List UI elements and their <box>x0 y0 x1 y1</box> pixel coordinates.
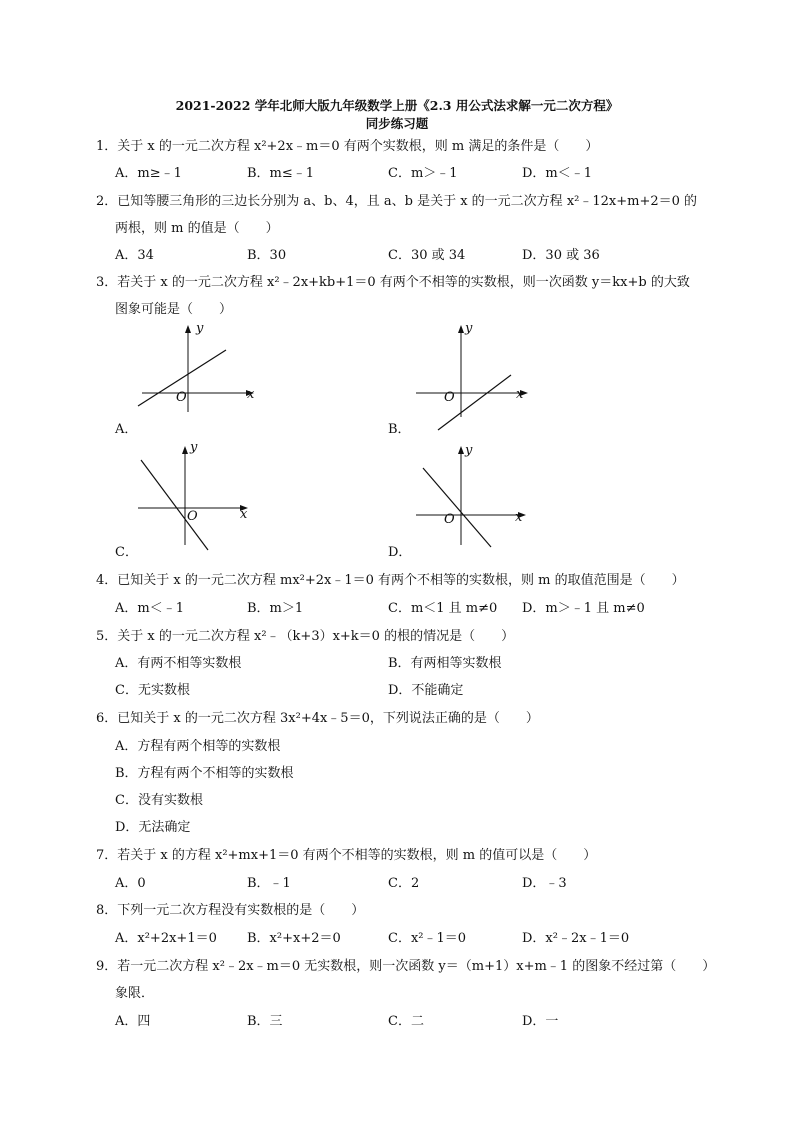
q7-option-b[interactable]: B．﹣1 <box>247 876 291 891</box>
q1-option-b[interactable]: B．m≤﹣1 <box>247 166 315 181</box>
graph-c-y-arrow <box>182 446 188 454</box>
q6-stem: 6．已知关于 x 的一元二次方程 3x²+4x﹣5＝0，下列说法正确的是（ ） <box>96 711 539 726</box>
q7-stem: 7．若关于 x 的方程 x²+mx+1＝0 有两个不相等的实数根，则 m 的值可以是（ ） <box>96 848 597 863</box>
q3-option-d[interactable]: D． <box>388 545 412 560</box>
q1-option-c[interactable]: C．m＞﹣1 <box>388 166 458 181</box>
graph-b <box>410 322 545 437</box>
graph-b-y-label: y <box>465 321 473 336</box>
q6-option-b[interactable]: B．方程有两个不相等的实数根 <box>115 766 294 781</box>
q8-option-a[interactable]: A．x²+2x+1＝0 <box>115 931 217 946</box>
q9-stem-line2: 象限． <box>115 986 155 1001</box>
q6-option-d[interactable]: D．无法确定 <box>115 820 191 835</box>
q4-option-a[interactable]: A．m＜﹣1 <box>115 601 184 616</box>
q8-option-c[interactable]: C．x²﹣1＝0 <box>388 931 467 946</box>
q3-stem-line2: 图象可能是（ ） <box>115 302 233 317</box>
q2-option-a[interactable]: A．34 <box>115 248 154 263</box>
q3-stem-line1: 3．若关于 x 的一元二次方程 x²﹣2x+kb+1＝0 有两个不相等的实数根，则一次函数 y＝kx+b 的大致 <box>96 275 690 290</box>
graph-d-origin-label: O <box>444 512 455 527</box>
q8-option-d[interactable]: D．x²﹣2x﹣1＝0 <box>522 931 630 946</box>
q9-option-c[interactable]: C．二 <box>388 1014 424 1029</box>
q4-option-d[interactable]: D．m＞﹣1 且 m≠0 <box>522 601 645 616</box>
q9-option-a[interactable]: A．四 <box>115 1014 151 1029</box>
q3-option-c[interactable]: C． <box>115 545 138 560</box>
q5-option-c[interactable]: C．无实数根 <box>115 683 190 698</box>
page-subtitle: 同步练习题 <box>365 116 429 131</box>
graph-d-y-label: y <box>465 443 473 458</box>
q5-option-a[interactable]: A．有两不相等实数根 <box>115 656 242 671</box>
q4-option-b[interactable]: B．m＞1 <box>247 601 304 616</box>
graph-d-x-label: x <box>515 510 523 525</box>
q2-option-c[interactable]: C．30 或 34 <box>388 248 466 263</box>
q5-option-d[interactable]: D．不能确定 <box>388 683 464 698</box>
q9-option-d[interactable]: D．一 <box>522 1014 559 1029</box>
graph-c-line <box>141 460 208 550</box>
q5-option-b[interactable]: B．有两相等实数根 <box>388 656 502 671</box>
graph-d-y-arrow <box>458 446 464 454</box>
page-title: 2021-2022 学年北师大版九年级数学上册《2.3 用公式法求解一元二次方程》 <box>175 98 619 113</box>
graph-a-x-label: x <box>247 387 255 402</box>
q3-option-a[interactable]: A． <box>115 422 138 437</box>
graph-c-y-label: y <box>190 440 198 455</box>
q7-option-a[interactable]: A．0 <box>115 876 146 891</box>
q9-stem-line1: 9．若一元二次方程 x²﹣2x﹣m＝0 无实数根，则一次函数 y＝（m+1）x+m﹣1 的图象不经过第（ ） <box>96 959 716 974</box>
graph-c <box>130 440 265 555</box>
graph-b-x-label: x <box>516 387 524 402</box>
q7-option-d[interactable]: D．﹣3 <box>522 876 567 891</box>
graph-c-origin-label: O <box>187 509 198 524</box>
graph-a-y-arrow <box>185 325 191 333</box>
graph-a-y-label: y <box>196 321 204 336</box>
q5-stem: 5．关于 x 的一元二次方程 x²﹣（k+3）x+k＝0 的根的情况是（ ） <box>96 629 515 644</box>
q2-option-d[interactable]: D．30 或 36 <box>522 248 600 263</box>
graph-a-origin-label: O <box>176 390 187 405</box>
q3-option-b[interactable]: B． <box>388 422 411 437</box>
q6-option-c[interactable]: C．没有实数根 <box>115 793 203 808</box>
q4-option-c[interactable]: C．m＜1 且 m≠0 <box>388 601 498 616</box>
graph-b-origin-label: O <box>444 390 455 405</box>
q1-option-d[interactable]: D．m＜﹣1 <box>522 166 593 181</box>
q1-option-a[interactable]: A．m≥﹣1 <box>115 166 182 181</box>
graph-d <box>410 440 545 555</box>
graph-a <box>130 322 265 417</box>
q8-stem: 8．下列一元二次方程没有实数根的是（ ） <box>96 903 365 918</box>
q2-option-b[interactable]: B．30 <box>247 248 287 263</box>
graph-c-x-label: x <box>240 507 248 522</box>
q2-stem-line1: 2．已知等腰三角形的三边长分别为 a、b、4，且 a、b 是关于 x 的一元二次方程 x²﹣12x+m+2＝0 的 <box>96 194 698 209</box>
graph-d-line <box>423 468 491 547</box>
q7-option-c[interactable]: C．2 <box>388 876 420 891</box>
q6-option-a[interactable]: A．方程有两个相等的实数根 <box>115 739 281 754</box>
graph-b-y-arrow <box>458 325 464 333</box>
q1-stem: 1．关于 x 的一元二次方程 x²+2x﹣m＝0 有两个实数根，则 m 满足的条件是（ ） <box>96 139 599 154</box>
q4-stem: 4．已知关于 x 的一元二次方程 mx²+2x﹣1＝0 有两个不相等的实数根，则 m 的取值范围是（ ） <box>96 573 685 588</box>
q9-option-b[interactable]: B．三 <box>247 1014 283 1029</box>
q2-stem-line2: 两根，则 m 的值是（ ） <box>115 221 279 236</box>
q8-option-b[interactable]: B．x²+x+2＝0 <box>247 931 341 946</box>
